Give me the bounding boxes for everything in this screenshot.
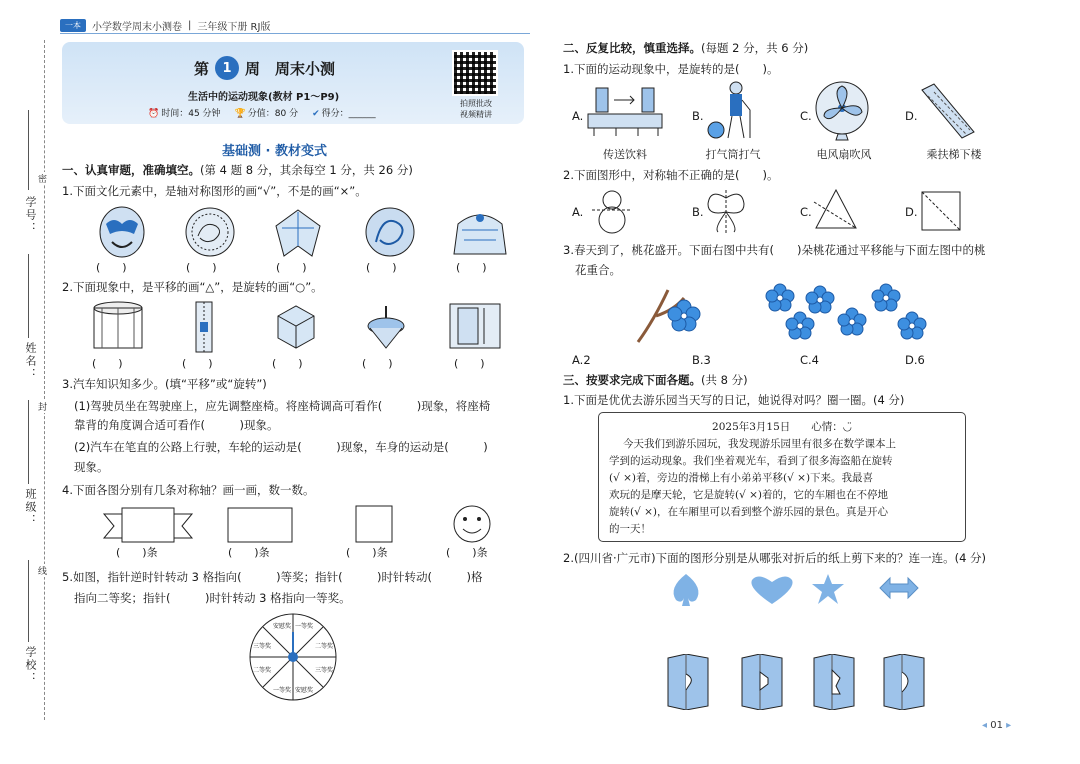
- prev-arrow-icon: ◂: [982, 720, 988, 731]
- question-2-2: 2.下面图形中，对称轴不正确的是( )。: [563, 168, 779, 182]
- folded-paper-icon: [668, 654, 708, 710]
- answer-blank[interactable]: ( ): [456, 261, 487, 274]
- answer-blank[interactable]: ( ): [96, 261, 127, 274]
- question-1-1: 1.下面文化元素中，是轴对称图形的画“√”，不是的画“×”。: [62, 184, 367, 198]
- folded-paper-icon: [742, 654, 782, 710]
- answer-blank[interactable]: ( ): [276, 261, 307, 274]
- student-number-label: 学号：: [24, 196, 37, 235]
- symmetry-count[interactable]: ( )条: [228, 546, 270, 559]
- question-1-3-2-cont: 现象。: [74, 460, 109, 474]
- time-limit: 时间：45 分钟: [161, 109, 221, 119]
- qr-code-icon[interactable]: [452, 50, 498, 96]
- question-1-3-1: (1)驾驶员坐在驾驶座上，应先调整座椅。将座椅调高可看作( )现象，将座椅: [74, 399, 491, 413]
- peach-blossoms: [634, 280, 954, 346]
- wheel-sector: 一等奖: [272, 687, 292, 694]
- wheel-sector: 安慰奖: [272, 623, 292, 630]
- diary-line: 的一天！: [609, 523, 651, 535]
- student-number-line: [28, 110, 29, 190]
- answer-blank[interactable]: ( ): [454, 357, 485, 370]
- culture-images: [92, 206, 512, 260]
- question-2-3: 3.春天到了，桃花盛开。下面右图中共有( )朵桃花通过平移能与下面左图中的桃: [563, 243, 986, 257]
- question-1-3-2: (2)汽车在笔直的公路上行驶，车轮的运动是( )现象，车身的运动是( ): [74, 440, 488, 454]
- phoenix-crown-icon: [454, 214, 506, 254]
- week-number: 1: [215, 56, 239, 80]
- option-label[interactable]: C.: [800, 109, 812, 123]
- question-1-5: 5.如图，指针逆时针转动 3 格指向( )等奖；指针( )时针转动( )格: [62, 570, 483, 584]
- option-label[interactable]: C.: [800, 205, 812, 219]
- kite-icon: [276, 210, 320, 256]
- seal-mark: 密: [38, 172, 47, 185]
- question-1-2: 2.下面现象中，是平移的画“△”，是旋转的画“○”。: [62, 280, 323, 294]
- school-label: 学校：: [24, 646, 37, 685]
- flower-group: [766, 284, 926, 339]
- school-line: [28, 560, 29, 642]
- symmetry-count[interactable]: ( )条: [116, 546, 158, 559]
- wheel-sector: 安慰奖: [294, 687, 314, 694]
- question-1-5-cont: 指向二等奖；指针( )时针转动 3 格指向一等奖。: [74, 591, 351, 605]
- class-label: 班级：: [24, 488, 37, 527]
- zipper-icon: [196, 302, 212, 352]
- double-arrow-shape: [880, 578, 918, 598]
- section-banner: 基础测 · 教材变式: [222, 144, 327, 159]
- answer-blank[interactable]: ( ): [366, 261, 397, 274]
- question-1-3: 3.汽车知识知多少。(填“平移”或“旋转”): [62, 377, 267, 391]
- brand-badge: 一本: [60, 19, 86, 32]
- question-3-1: 1.下面是优优去游乐园当天写的日记，她说得对吗？圈一圈。(4 分): [563, 393, 905, 407]
- wheel-sector: 一等奖: [294, 623, 314, 630]
- dragon-paper-cut-icon: [366, 208, 414, 256]
- diary-line[interactable]: (√ ×)着，旁边的滑梯上有小弟弟平移(√ ×)下来。我最喜: [609, 472, 874, 484]
- option-label[interactable]: B.: [692, 205, 704, 219]
- snowman-shape: [590, 188, 636, 236]
- seal-mark: 封: [38, 400, 47, 413]
- opera-mask-icon: [100, 207, 144, 257]
- wheel-sector: 二等奖: [314, 643, 334, 650]
- next-arrow-icon: ▸: [1006, 720, 1012, 731]
- seal-mark: 线: [38, 564, 47, 577]
- check-icon: ✔: [312, 109, 320, 119]
- conveyor-drinks-icon: [586, 82, 666, 140]
- diary-line: 今天我们到游乐园玩，我发现游乐园里有很多在数学课本上: [623, 438, 896, 450]
- diary-box: [598, 412, 966, 542]
- option-caption: 传送饮料: [603, 148, 647, 161]
- triangle-shape: [810, 188, 860, 236]
- cut-line: [44, 40, 45, 720]
- option-label[interactable]: B.3: [692, 353, 711, 367]
- score-field: 得分：______: [321, 109, 376, 119]
- option-label[interactable]: B.: [692, 109, 704, 123]
- header-rule: [60, 33, 530, 34]
- motion-images: [88, 300, 508, 354]
- answer-blank[interactable]: ( ): [92, 357, 123, 370]
- series-title: 小学数学周末小测卷: [92, 22, 182, 33]
- page-subtitle: 生活中的运动现象(教材 P1～P9): [188, 92, 340, 103]
- question-3-2: 2.(四川省·广元市)下面的图形分别是从哪张对折后的纸上剪下来的？连一连。(4 分): [563, 551, 987, 565]
- page-number: ◂ 01 ▸: [982, 720, 1012, 731]
- folded-paper-icon: [814, 654, 854, 710]
- diary-line[interactable]: 旋转(√ ×)，在车厢里可以看到整个游乐园的景色。真是开心: [609, 506, 889, 518]
- part2-heading: 二、反复比较，慎重选择。(每题 2 分，共 6 分): [563, 41, 809, 55]
- smiley-face-icon: [454, 506, 490, 542]
- wheel-sector: 二等奖: [252, 667, 272, 674]
- grade-edition: 三年级下册 RJ版: [197, 22, 271, 33]
- name-line: [28, 254, 29, 338]
- wheel-sector: 三等奖: [252, 643, 272, 650]
- air-pump-icon: [706, 80, 756, 142]
- folded-papers: [664, 654, 934, 710]
- option-caption: 乘扶梯下楼: [926, 148, 982, 161]
- answer-blank[interactable]: ( ): [182, 357, 213, 370]
- option-label[interactable]: D.6: [905, 353, 925, 367]
- diary-line[interactable]: 欢玩的是摩天轮，它是旋转(√ ×)着的，它的车厢也在不停地: [609, 489, 889, 501]
- name-label: 姓名：: [24, 342, 37, 381]
- spade-shape: [674, 574, 699, 606]
- class-line: [28, 400, 29, 484]
- ribbon-banner-icon: [104, 508, 192, 542]
- exam-meta: [148, 106, 376, 119]
- answer-blank[interactable]: ( ): [186, 261, 217, 274]
- trophy-icon: 🏆: [234, 109, 246, 119]
- question-2-1: 1.下面的运动现象中，是旋转的是( )。: [563, 62, 779, 76]
- option-caption: 打气筒打气: [705, 148, 761, 161]
- square-shape: [356, 506, 392, 542]
- question-1-3-1-cont: 靠背的角度调合适可看作( )现象。: [74, 418, 279, 432]
- answer-blank[interactable]: ( ): [272, 357, 303, 370]
- title-box: [62, 42, 524, 124]
- sliding-window-icon: [450, 304, 500, 348]
- binding-margin: [0, 0, 56, 764]
- option-label[interactable]: C.4: [800, 353, 820, 367]
- electric-fan-icon: [812, 80, 872, 142]
- symmetry-shapes: [100, 504, 500, 548]
- rectangle-shape: [228, 508, 292, 542]
- branch-with-flower-icon: [638, 290, 700, 342]
- page-title: 第 1 周 周末小测: [194, 56, 335, 80]
- butterfly-shape: [704, 188, 750, 236]
- heart-shape: [751, 576, 792, 604]
- part1-heading: 一、认真审题，准确填空。(第 4 题 8 分，其余每空 1 分，共 26 分): [62, 163, 413, 177]
- answer-blank[interactable]: ( ): [362, 357, 393, 370]
- wheel-sector: 三等奖: [314, 667, 334, 674]
- star-shape: [812, 574, 844, 604]
- escalator-icon: [918, 80, 978, 142]
- prize-wheel: [248, 612, 338, 702]
- symmetry-count[interactable]: ( )条: [446, 546, 488, 559]
- part3-heading: 三、按要求完成下面各题。(共 8 分): [563, 373, 748, 387]
- total-score: 分值：80 分: [247, 109, 299, 119]
- option-label[interactable]: D.: [905, 109, 918, 123]
- qr-caption: 拍照批改 视频精讲: [460, 99, 492, 119]
- question-2-3-cont: 花重合。: [575, 263, 621, 277]
- option-label[interactable]: A.2: [572, 353, 591, 367]
- diary-date: 2025年3月15日 心情：◡̈: [712, 421, 852, 433]
- cut-shapes: [668, 572, 928, 608]
- option-label[interactable]: D.: [905, 205, 918, 219]
- spinning-top-icon: [368, 306, 404, 348]
- symmetry-count[interactable]: ( )条: [346, 546, 388, 559]
- square-diagonal-shape: [918, 188, 964, 236]
- dragon-medallion-icon: [186, 208, 234, 256]
- question-1-4: 4.下面各图分别有几条对称轴？画一画，数一数。: [62, 483, 315, 497]
- diary-line: 学到的运动现象。我们坐着观光车，看到了很多海盗船在旋转: [609, 455, 893, 467]
- rubiks-cube-icon: [278, 306, 314, 348]
- folded-paper-icon: [884, 654, 924, 710]
- clock-icon: ⏰: [148, 109, 160, 119]
- option-label[interactable]: A.: [572, 205, 584, 219]
- revolving-door-icon: [94, 302, 142, 348]
- option-caption: 电风扇吹风: [816, 148, 872, 161]
- page-header: 一本 小学数学周末小测卷 | 三年级下册 RJ版: [60, 18, 270, 33]
- option-label[interactable]: A.: [572, 109, 584, 123]
